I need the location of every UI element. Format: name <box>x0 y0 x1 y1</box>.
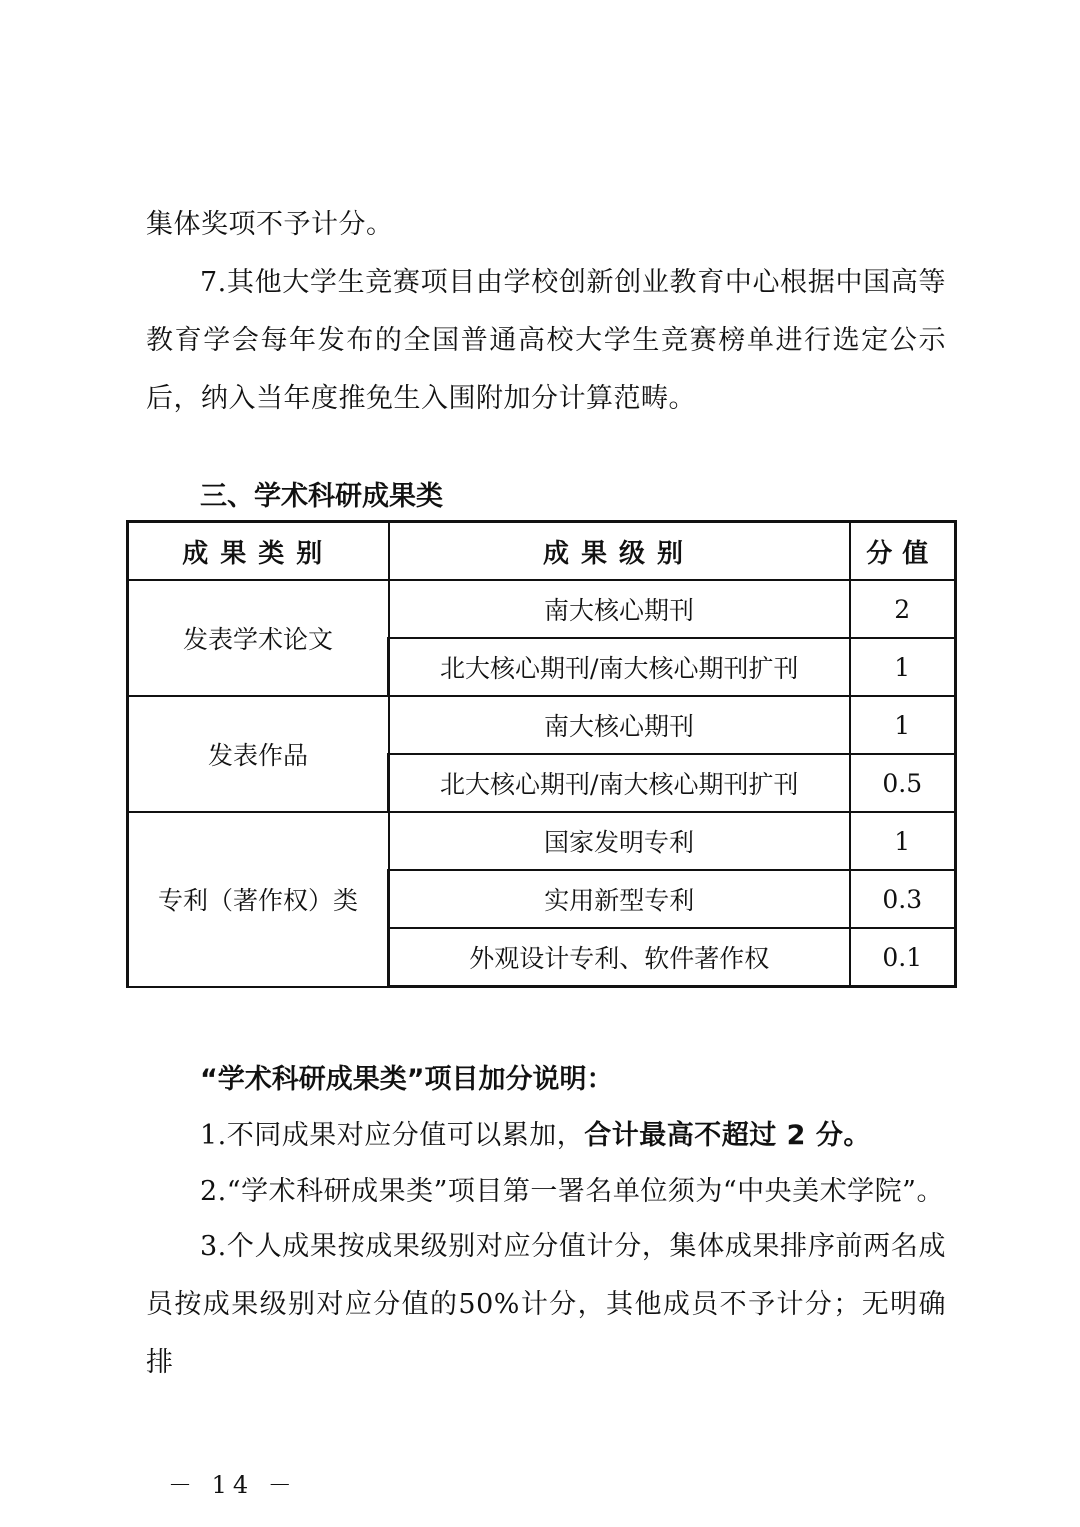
level-cell: 北大核心期刊/南大核心期刊扩刊 <box>389 754 850 812</box>
note-item-1-emphasis: 合计最高不超过 2 分。 <box>584 1120 871 1151</box>
score-cell: 0.5 <box>850 754 956 812</box>
level-cell: 国家发明专利 <box>389 812 850 870</box>
section-heading: 三、学术科研成果类 <box>200 481 443 512</box>
score-cell: 0.3 <box>850 870 956 928</box>
notes-title: “学术科研成果类”项目加分说明： <box>200 1064 614 1095</box>
header-category: 成果类别 <box>128 522 389 581</box>
table-header-row <box>128 522 956 581</box>
category-cell: 发表学术论文 <box>128 580 389 696</box>
table-row <box>128 580 956 638</box>
level-cell: 实用新型专利 <box>389 870 850 928</box>
note-item-1 <box>146 1107 946 1165</box>
note-item-3: 3.个人成果按成果级别对应分值计分，集体成果排序前两名成员按成果级别对应分值的50%计分，其他成员不予计分；无明确排 <box>146 1231 946 1378</box>
note-item-1-text: 1.不同成果对应分值可以累加， <box>200 1120 585 1151</box>
header-score: 分值 <box>850 522 956 581</box>
level-cell: 北大核心期刊/南大核心期刊扩刊 <box>389 638 850 696</box>
header-level: 成果级别 <box>389 522 850 581</box>
table-row <box>128 696 956 754</box>
score-cell: 1 <box>850 696 956 754</box>
category-cell: 发表作品 <box>128 696 389 812</box>
level-cell: 南大核心期刊 <box>389 696 850 754</box>
paragraph-item-7: 7.其他大学生竞赛项目由学校创新创业教育中心根据中国高等教育学会每年发布的全国普通高校大学生竞赛榜单进行选定公示后，纳入当年度推免生入围附加分计算范畴。 <box>146 267 946 414</box>
score-cell: 1 <box>850 812 956 870</box>
note-item-2: 2.“学术科研成果类”项目第一署名单位须为“中央美术学院”。 <box>200 1176 944 1207</box>
achievement-score-table <box>126 520 957 988</box>
score-cell: 0.1 <box>850 928 956 987</box>
score-cell: 2 <box>850 580 956 638</box>
table-row <box>128 812 956 870</box>
score-cell: 1 <box>850 638 956 696</box>
paragraph-collective-award: 集体奖项不予计分。 <box>146 209 394 240</box>
page-number: － 14 － <box>168 1471 298 1499</box>
level-cell: 外观设计专利、软件著作权 <box>389 928 850 987</box>
category-cell: 专利（著作权）类 <box>128 812 389 987</box>
level-cell: 南大核心期刊 <box>389 580 850 638</box>
